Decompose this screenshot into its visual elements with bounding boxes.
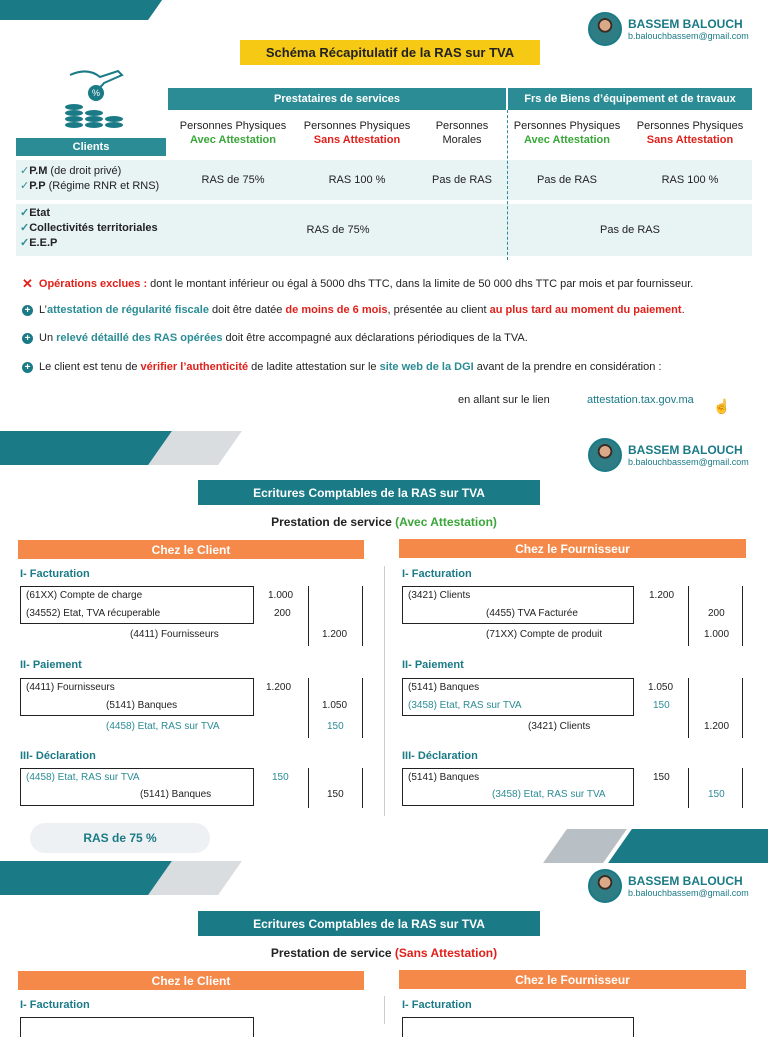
sub-header-line: Morales bbox=[442, 134, 482, 146]
check-icon: ✓ bbox=[20, 180, 30, 192]
credit: 1.200 bbox=[704, 721, 730, 732]
section-title: Ecritures Comptables de la RAS sur TVA bbox=[198, 480, 540, 505]
author-card bbox=[588, 12, 749, 46]
col-group-equipment: Frs de Biens d’équipement et de travaux bbox=[508, 88, 752, 110]
ras-rate-badge: RAS de 75 % bbox=[30, 823, 210, 853]
section-declaration: III- Déclaration bbox=[402, 750, 478, 762]
author-name: BASSEM BALOUCH bbox=[628, 16, 743, 31]
avatar bbox=[588, 12, 622, 46]
debit: 1.200 bbox=[649, 590, 675, 601]
credit: 150 bbox=[327, 789, 344, 800]
journal-line bbox=[362, 678, 363, 738]
check-icon: ✓ bbox=[20, 207, 30, 219]
check-icon: ✓ bbox=[20, 222, 30, 234]
row-label-text: E.E.P bbox=[29, 237, 58, 249]
account: (5141) Banques bbox=[408, 772, 480, 783]
note-text: Un bbox=[39, 332, 57, 344]
svg-text:%: % bbox=[91, 88, 101, 98]
row-label-text: (de droit privé) bbox=[47, 165, 122, 177]
pointer-hand-icon: ☝ bbox=[713, 398, 731, 414]
decor-stripe bbox=[0, 0, 172, 20]
col-group-services: Prestataires de services bbox=[168, 88, 506, 110]
row-label-text: Etat bbox=[29, 207, 50, 219]
debit: 1.050 bbox=[648, 682, 674, 693]
subtitle-status: (Sans Attestation) bbox=[394, 946, 498, 960]
section-facturation: I- Facturation bbox=[402, 999, 472, 1011]
account: (3458) Etat, RAS sur TVA bbox=[492, 789, 606, 800]
sub-header-line: Personnes Physiques bbox=[513, 120, 621, 132]
journal-line bbox=[688, 678, 689, 738]
account: (3421) Clients bbox=[528, 721, 591, 732]
debit: 1.000 bbox=[268, 590, 294, 601]
journal-line bbox=[688, 586, 689, 646]
credit: 150 bbox=[708, 789, 725, 800]
sub-header-line: Personnes Physiques bbox=[179, 120, 287, 132]
note-text: doit être datée bbox=[208, 304, 286, 316]
row1-value: Pas de RAS bbox=[537, 174, 597, 186]
credit: 150 bbox=[327, 721, 344, 732]
note-text: , présentée au client bbox=[387, 304, 490, 316]
account: (4411) Fournisseurs bbox=[130, 629, 219, 640]
note-highlight: vérifier l’authenticité bbox=[140, 361, 249, 373]
plus-icon: + bbox=[22, 333, 33, 344]
sub-header-status: Avec Attestation bbox=[190, 134, 276, 146]
journal-line bbox=[308, 678, 309, 738]
avatar bbox=[588, 869, 622, 903]
section-facturation: I- Facturation bbox=[402, 568, 472, 580]
journal-line bbox=[308, 768, 309, 808]
dgi-link[interactable]: attestation.tax.gov.ma bbox=[587, 394, 694, 406]
account: (71XX) Compte de produit bbox=[486, 629, 603, 640]
client-header: Chez le Client bbox=[18, 540, 364, 559]
note-excluded bbox=[22, 276, 693, 292]
account: (34552) Etat, TVA récuperable bbox=[26, 608, 161, 619]
note-highlight: relevé détaillé des RAS opérées bbox=[56, 332, 223, 344]
supplier-header: Chez le Fournisseur bbox=[399, 970, 746, 989]
sub-header bbox=[508, 114, 626, 152]
note-text: dont le montant inférieur ou égal à 5000 dhs TTC, dans la limite de 50 000 dhs TTC par mois et par fournisseur. bbox=[147, 278, 694, 290]
row-label-text: Collectivités territoriales bbox=[29, 222, 158, 234]
debit: 200 bbox=[274, 608, 291, 619]
subtitle-text: Prestation de service bbox=[270, 946, 395, 960]
row2-value: Pas de RAS bbox=[600, 224, 660, 236]
author-card bbox=[588, 869, 749, 903]
account: (4458) Etat, RAS sur TVA bbox=[26, 772, 140, 783]
debit: 150 bbox=[653, 772, 670, 783]
account: (4458) Etat, RAS sur TVA bbox=[106, 721, 220, 732]
client-header: Chez le Client bbox=[18, 971, 364, 990]
account: (3458) Etat, RAS sur TVA bbox=[408, 700, 522, 711]
sub-header bbox=[418, 114, 506, 152]
subtitle-text: Prestation de service bbox=[271, 515, 396, 529]
section-paiement: II- Paiement bbox=[20, 659, 82, 671]
note-highlight: site web de la DGI bbox=[379, 361, 474, 373]
account: (4411) Fournisseurs bbox=[26, 682, 115, 693]
note-text: avant de la prendre en considération : bbox=[473, 361, 662, 373]
debit: 1.200 bbox=[266, 682, 292, 693]
page-title: Schéma Récapitulatif de la RAS sur TVA bbox=[240, 40, 540, 65]
author-name: BASSEM BALOUCH bbox=[628, 442, 743, 457]
row-label-public bbox=[20, 206, 158, 251]
journal-line bbox=[688, 768, 689, 808]
section-paiement: II- Paiement bbox=[402, 659, 464, 671]
note-text: de ladite attestation sur le bbox=[248, 361, 380, 373]
author-card bbox=[588, 438, 749, 472]
row1-value: RAS de 75% bbox=[201, 174, 265, 186]
sub-header-status: Sans Attestation bbox=[646, 134, 734, 146]
note-highlight: de moins de 6 mois bbox=[285, 304, 388, 316]
journal-entry bbox=[402, 1017, 634, 1037]
sub-header-line: Personnes Physiques bbox=[636, 120, 744, 132]
journal-line bbox=[742, 768, 743, 808]
sub-header-line: Personnes Physiques bbox=[303, 120, 411, 132]
decor-stripe bbox=[608, 829, 768, 863]
section-subtitle bbox=[0, 515, 768, 529]
section-facturation: I- Facturation bbox=[20, 568, 90, 580]
check-icon: ✓ bbox=[20, 165, 30, 177]
debit: 150 bbox=[653, 700, 670, 711]
coins-hand-icon bbox=[62, 63, 134, 131]
sub-header-status: Sans Attestation bbox=[313, 134, 401, 146]
author-email: b.balouchbassem@gmail.com bbox=[628, 887, 749, 898]
account: (5141) Banques bbox=[140, 789, 212, 800]
avatar bbox=[588, 438, 622, 472]
note-attestation bbox=[22, 304, 685, 316]
sub-header-status: Avec Attestation bbox=[524, 134, 610, 146]
note-text: doit être accompagné aux déclarations périodiques de la TVA. bbox=[222, 332, 528, 344]
author-email: b.balouchbassem@gmail.com bbox=[628, 456, 749, 467]
account: (5141) Banques bbox=[408, 682, 480, 693]
plus-icon: + bbox=[22, 305, 33, 316]
row1-value: Pas de RAS bbox=[432, 174, 492, 186]
row-label-bold: P.M bbox=[29, 165, 48, 177]
note-text: Le client est tenu de bbox=[39, 361, 141, 373]
note-verify bbox=[22, 361, 661, 373]
credit: 1.200 bbox=[322, 629, 348, 640]
row1-value: RAS 100 % bbox=[328, 174, 386, 186]
check-icon: ✓ bbox=[20, 237, 30, 249]
account: (5141) Banques bbox=[106, 700, 178, 711]
sub-header bbox=[628, 114, 752, 152]
row-label-text: (Régime RNR et RNS) bbox=[45, 180, 160, 192]
debit: 150 bbox=[272, 772, 289, 783]
plus-icon: + bbox=[22, 362, 33, 373]
account: (3421) Clients bbox=[408, 590, 471, 601]
note-text: . bbox=[681, 304, 685, 316]
section-title: Ecritures Comptables de la RAS sur TVA bbox=[198, 911, 540, 936]
section-subtitle bbox=[0, 946, 768, 960]
note-bold: Opérations exclues : bbox=[38, 278, 148, 290]
clients-header: Clients bbox=[16, 138, 166, 156]
column-divider bbox=[384, 996, 385, 1024]
column-divider bbox=[384, 566, 385, 816]
row-label-private bbox=[20, 164, 159, 194]
account: (61XX) Compte de charge bbox=[26, 590, 143, 601]
sub-header bbox=[298, 114, 416, 152]
journal-entry bbox=[20, 1017, 254, 1037]
section-declaration: III- Déclaration bbox=[20, 750, 96, 762]
subtitle-status: (Avec Attestation) bbox=[395, 515, 497, 529]
journal-line bbox=[362, 768, 363, 808]
row2-value: RAS de 75% bbox=[306, 224, 370, 236]
journal-line bbox=[742, 678, 743, 738]
row1-value: RAS 100 % bbox=[661, 174, 719, 186]
journal-line bbox=[362, 586, 363, 646]
author-name: BASSEM BALOUCH bbox=[628, 873, 743, 888]
row-label-bold: P.P bbox=[29, 180, 46, 192]
author-email: b.balouchbassem@gmail.com bbox=[628, 30, 749, 41]
close-icon: ✕ bbox=[22, 276, 33, 291]
account: (4455) TVA Facturée bbox=[486, 608, 578, 619]
journal-line bbox=[308, 586, 309, 646]
credit: 1.050 bbox=[322, 700, 348, 711]
note-releve bbox=[22, 332, 528, 344]
sub-header bbox=[170, 114, 296, 152]
section-facturation: I- Facturation bbox=[20, 999, 90, 1011]
sub-header-line: Personnes bbox=[435, 120, 489, 132]
note-highlight: attestation de régularité fiscale bbox=[46, 304, 209, 316]
credit: 1.000 bbox=[704, 629, 730, 640]
journal-line bbox=[742, 586, 743, 646]
note-text: L’ bbox=[39, 304, 47, 316]
supplier-header: Chez le Fournisseur bbox=[399, 539, 746, 558]
note-highlight: au plus tard au moment du paiement bbox=[489, 304, 682, 316]
credit: 200 bbox=[708, 608, 725, 619]
link-prefix: en allant sur le lien bbox=[458, 394, 550, 406]
